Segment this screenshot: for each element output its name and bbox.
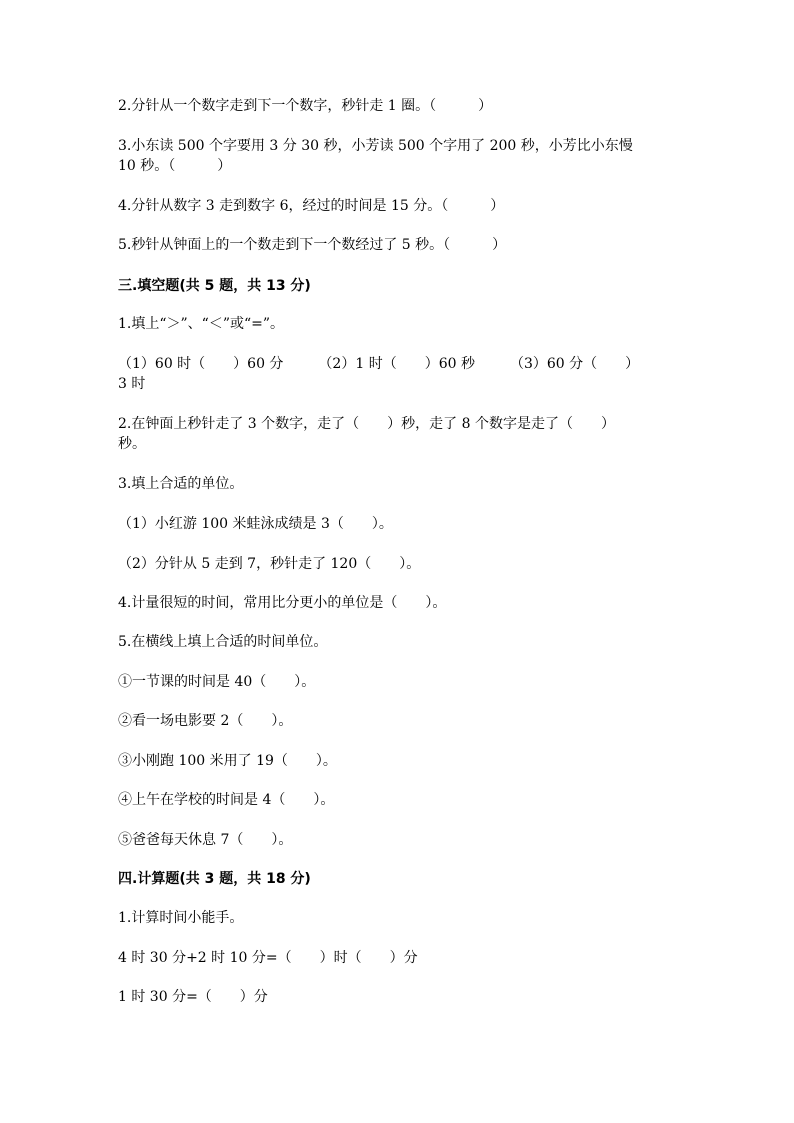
judge-question-5: 5.秒针从钟面上的一个数走到下一个数经过了 5 秒。（ ） [118, 237, 507, 253]
fill-question-1: 1.填上“＞”、“＜”或“=”。 [118, 316, 285, 332]
fill-section-heading: 三.填空题(共 5 题，共 13 分) [118, 278, 311, 294]
fill-question-3-item-1: （1）小红游 100 米蛙泳成绩是 3（ ）。 [118, 516, 393, 532]
calc-question-1-item-2: 1 时 30 分=（ ）分 [118, 989, 268, 1005]
fill-question-5-item-3: ③小刚跑 100 米用了 19（ ）。 [118, 753, 337, 769]
fill-question-5-item-1: ①一节课的时间是 40（ ）。 [118, 674, 316, 690]
fill-question-2-line-1: 2.在钟面上秒针走了 3 个数字，走了（ ）秒，走了 8 个数字是走了（ ） [118, 416, 615, 432]
fill-question-2-line-2: 秒。 [118, 436, 146, 452]
calc-question-1: 1.计算时间小能手。 [118, 910, 244, 926]
judge-question-3-line-1: 3.小东读 500 个字要用 3 分 30 秒，小芳读 500 个字用了 200 秒，小芳比小东慢 [118, 138, 633, 154]
fill-question-5-item-4: ④上午在学校的时间是 4（ ）。 [118, 792, 335, 808]
judge-question-2: 2.分针从一个数字走到下一个数字，秒针走 1 圈。（ ） [118, 98, 493, 114]
calc-section-heading: 四.计算题(共 3 题，共 18 分) [118, 871, 311, 887]
fill-question-5: 5.在横线上填上合适的时间单位。 [118, 634, 328, 650]
fill-question-3-item-2: （2）分针从 5 走到 7，秒针走了 120（ ）。 [118, 556, 421, 572]
calc-question-1-item-1: 4 时 30 分+2 时 10 分=（ ）时（ ）分 [118, 950, 418, 966]
fill-question-1-items-line-1: （1）60 时（ ）60 分 （2）1 时（ ）60 秒 （3）60 分（ ） [118, 356, 640, 372]
fill-question-5-item-2: ②看一场电影要 2（ ）。 [118, 713, 293, 729]
fill-question-3: 3.填上合适的单位。 [118, 476, 244, 492]
judge-question-3-line-2: 10 秒。（ ） [118, 158, 232, 174]
fill-question-1-items-line-2: 3 时 [118, 376, 146, 392]
fill-question-4: 4.计量很短的时间，常用比分更小的单位是（ ）。 [118, 595, 447, 611]
judge-question-4: 4.分针从数字 3 走到数字 6，经过的时间是 15 分。（ ） [118, 198, 505, 214]
fill-question-5-item-5: ⑤爸爸每天休息 7（ ）。 [118, 832, 293, 848]
